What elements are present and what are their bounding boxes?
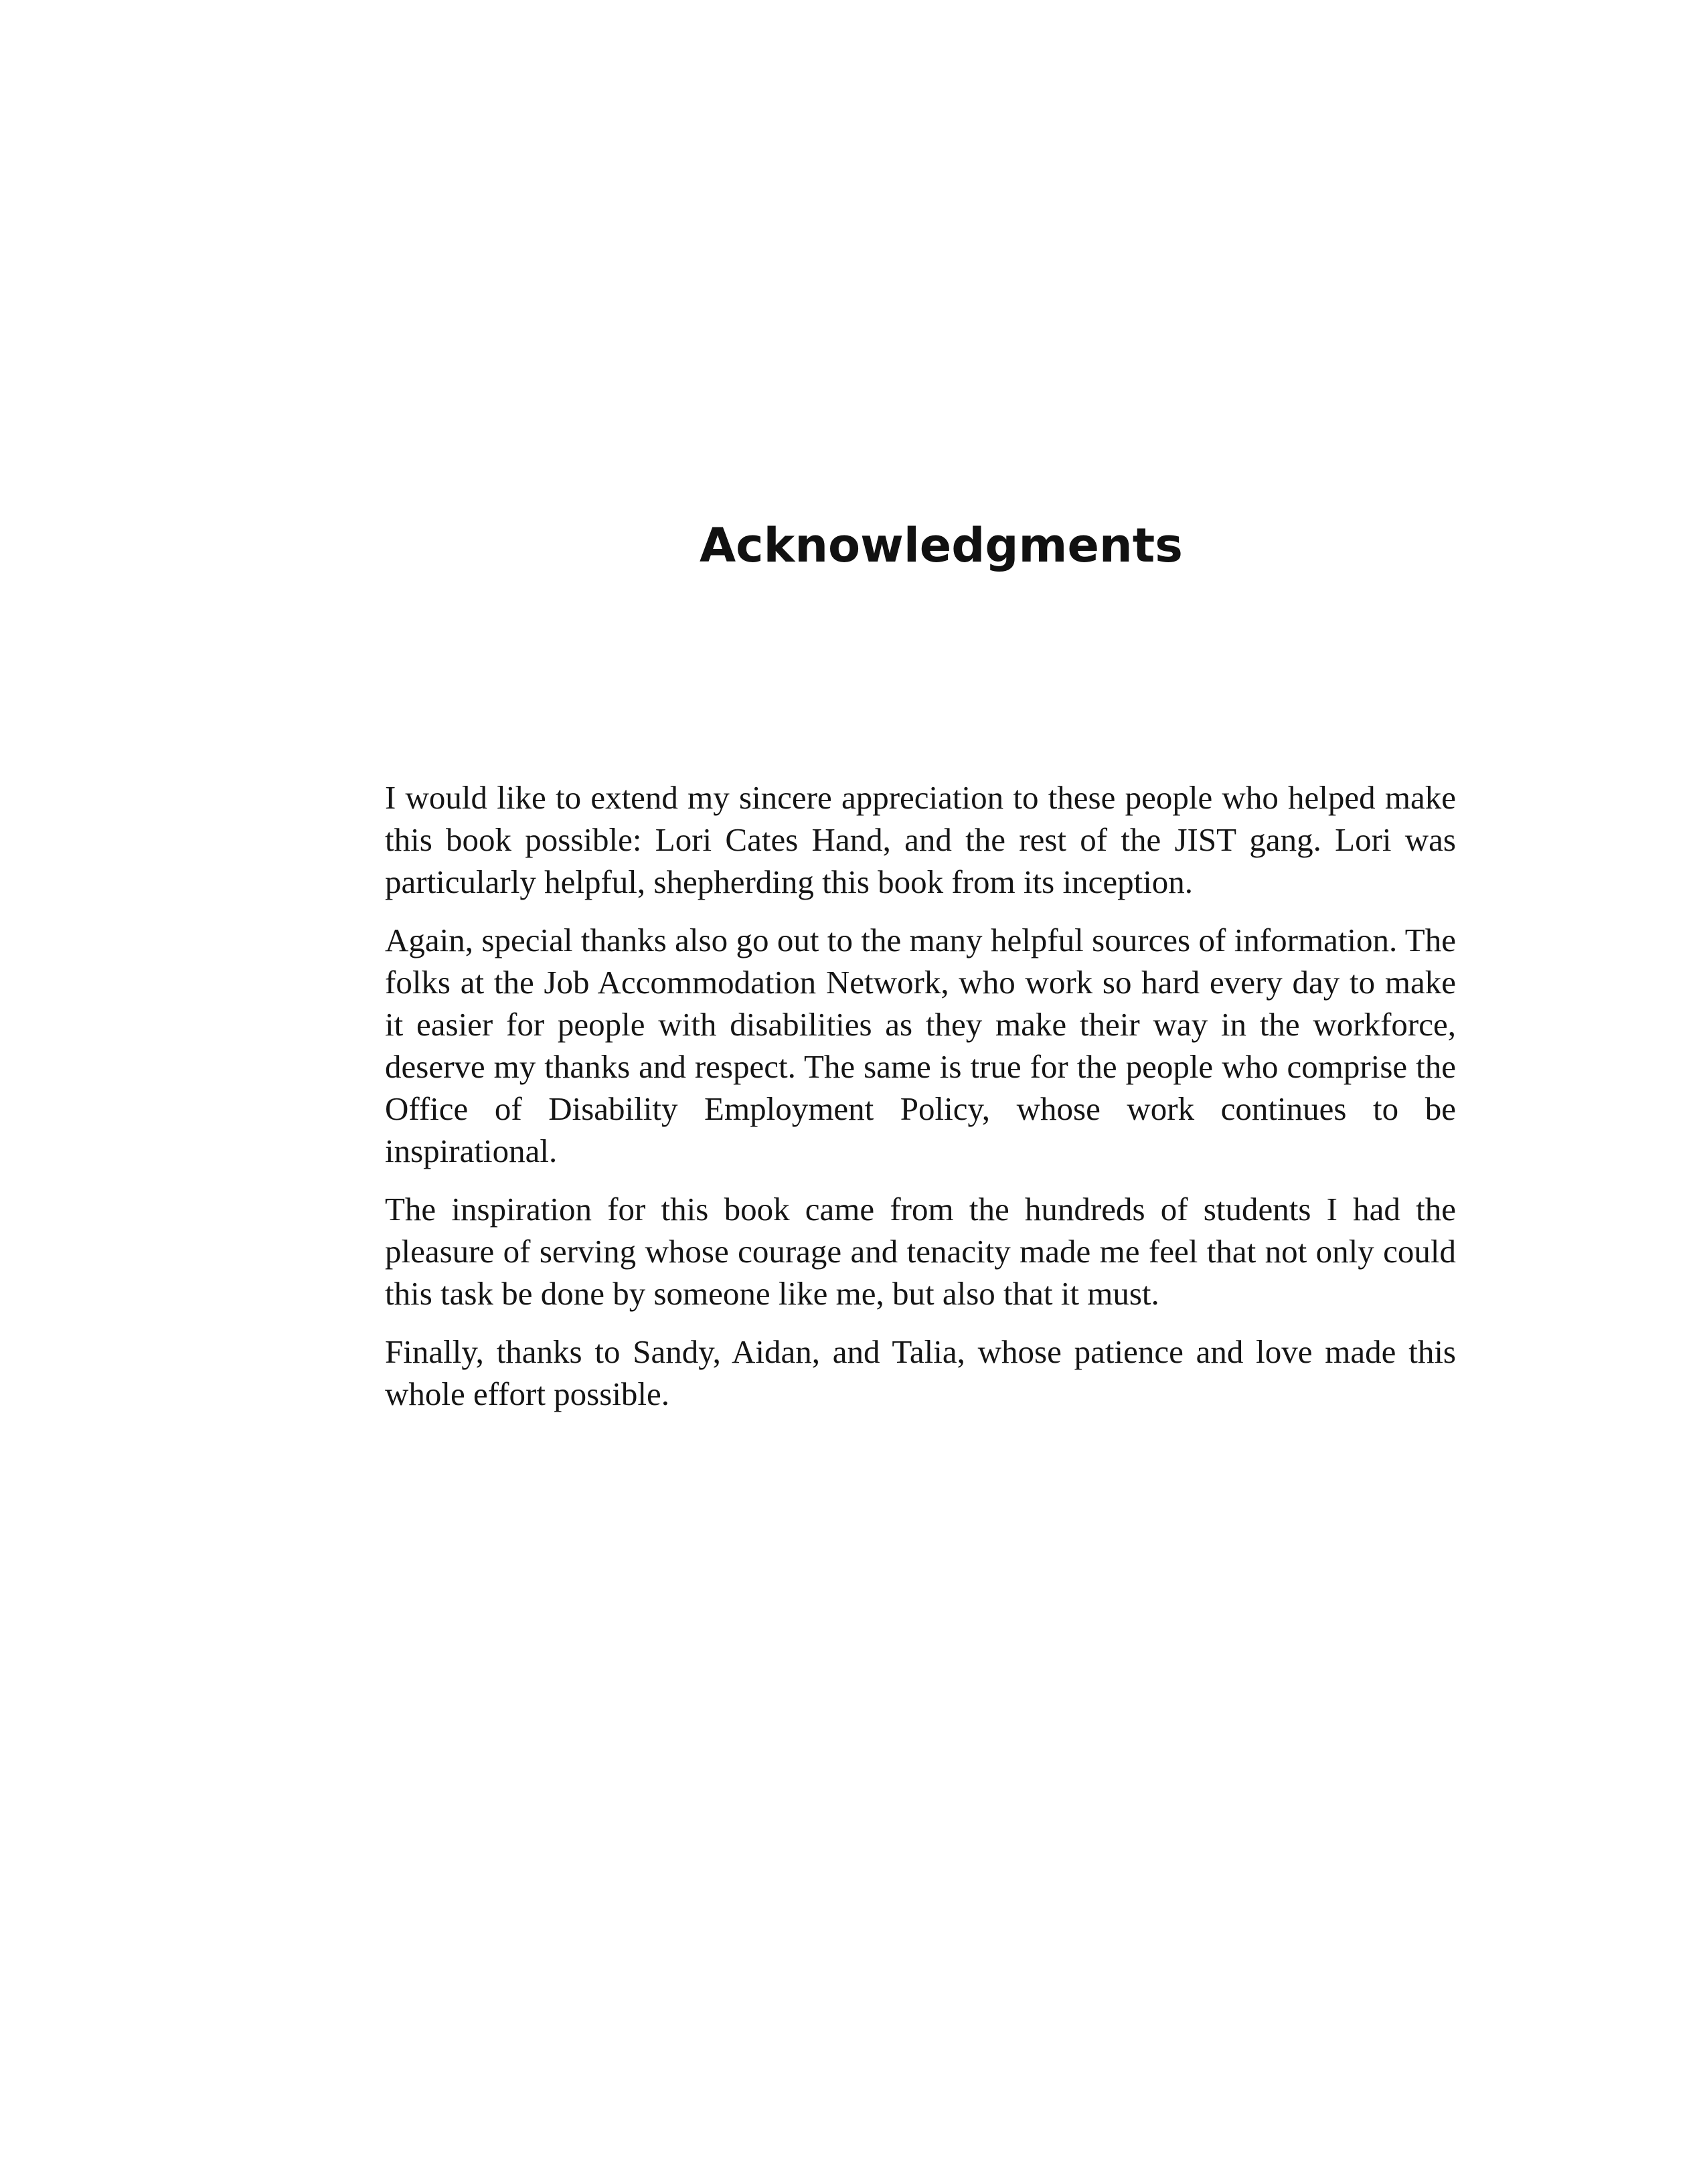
paragraph: Finally, thanks to Sandy, Aidan, and Talia, whose patience and love made this whole effort possible.	[385, 1333, 1456, 1412]
body-text	[385, 776, 1456, 1431]
paragraph: I would like to extend my sincere appreciation to these people who helped make this book possible: Lori Cates Hand, and the rest of the JIST gang. Lori was particularly helpful, shepherding this book from its inception.	[385, 779, 1456, 900]
paragraph: The inspiration for this book came from the hundreds of students I had the pleasure of serving whose courage and tenacity made me feel that not only could this task be done by someone like me, but also that it must.	[385, 1191, 1456, 1312]
page-title: Acknowledgments	[700, 518, 1183, 573]
paragraph: Again, special thanks also go out to the many helpful sources of information. The folks at the Job Accommodation Network, who work so hard every day to make it easier for people with disabilities as they make their way in the workforce, deserve my thanks and respect. The same is true for the people who comprise the Office of Disability Employment Policy, whose work continues to be inspirational.	[385, 922, 1456, 1169]
